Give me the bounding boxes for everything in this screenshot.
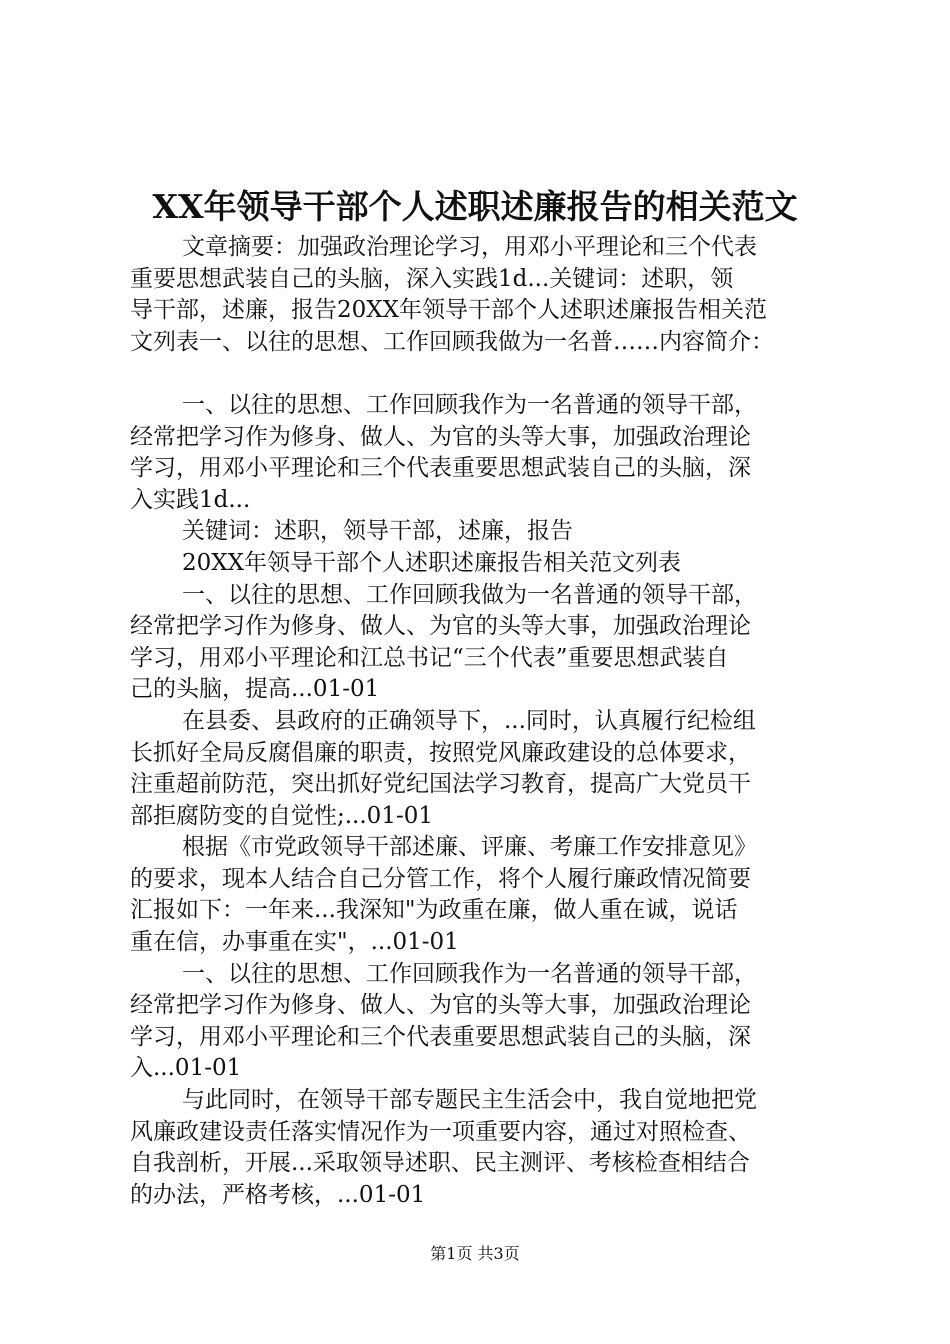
text-line: 关键词：述职，领导干部，述廉，报告 <box>182 518 573 545</box>
text-line: 20XX年领导干部个人述职述廉报告相关范文列表 <box>182 549 682 576</box>
text-line: 汇报如下：一年来...我深知"为政重在廉，做人重在诚，说话 <box>130 897 738 924</box>
text-line: 长抓好全局反腐倡廉的职责，按照党风廉政建设的总体要求， <box>130 739 751 766</box>
text-line: 重要思想武装自己的头脑，深入实践1d...关键词：述职，领 <box>130 265 734 292</box>
document-title: XX年领导干部个人述职述廉报告的相关范文 <box>152 187 798 226</box>
text-line: 自我剖析，开展...采取领导述职、民主测评、考核检查相结合 <box>130 1150 750 1177</box>
document-body <box>130 232 830 1211</box>
text-line: 导干部，述廉，报告20XX年领导干部个人述职述廉报告相关范 <box>130 297 768 324</box>
text-line: 入实践1d... <box>130 486 251 513</box>
text-line: 部拒腐防变的自觉性;...01-01 <box>130 802 433 829</box>
text-line: 重在信，办事重在实"，...01-01 <box>130 929 459 956</box>
text-line: 一、以往的思想、工作回顾我做为一名普通的领导干部， <box>182 581 757 608</box>
text-line: 的要求，现本人结合自己分管工作，将个人履行廉政情况简要 <box>130 865 751 892</box>
text-line: 经常把学习作为修身、做人、为官的头等大事，加强政治理论 <box>130 423 751 450</box>
text-line: 的办法，严格考核，...01-01 <box>130 1181 426 1208</box>
text-line: 文列表一、以往的思想、工作回顾我做为一名普……内容简介： <box>130 328 774 355</box>
text-line: 注重超前防范，突出抓好党纪国法学习教育，提高广大党员干 <box>130 771 751 798</box>
text-line: 文章摘要：加强政治理论学习，用邓小平理论和三个代表 <box>182 234 757 260</box>
text-line: 己的头脑，提高...01-01 <box>130 676 380 703</box>
text-line: 学习，用邓小平理论和三个代表重要思想武装自己的头脑，深 <box>130 1023 751 1050</box>
text-line: 根据《市党政领导干部述廉、评廉、考廉工作安排意见》 <box>182 834 757 861</box>
text-line: 经常把学习作为修身、做人、为官的头等大事，加强政治理论 <box>130 992 751 1019</box>
page-footer: 第1页 共3页 <box>430 1244 520 1263</box>
text-line: 学习，用邓小平理论和江总书记“三个代表”重要思想武装自 <box>130 644 729 671</box>
text-line: 经常把学习作为修身、做人、为官的头等大事，加强政治理论 <box>130 613 751 640</box>
text-line: 一、以往的思想、工作回顾我作为一名普通的领导干部， <box>182 391 757 418</box>
text-line: 入...01-01 <box>130 1055 242 1082</box>
text-line: 一、以往的思想、工作回顾我作为一名普通的领导干部， <box>182 960 757 987</box>
text-line: 风廉政建设责任落实情况作为一项重要内容，通过对照检查、 <box>130 1118 751 1145</box>
text-line: 学习，用邓小平理论和三个代表重要思想武装自己的头脑，深 <box>130 455 751 482</box>
text-line: 与此同时，在领导干部专题民主生活会中，我自觉地把党 <box>182 1087 757 1114</box>
text-line: 在县委、县政府的正确领导下，...同时，认真履行纪检组 <box>182 707 756 734</box>
blank-line <box>130 358 830 390</box>
